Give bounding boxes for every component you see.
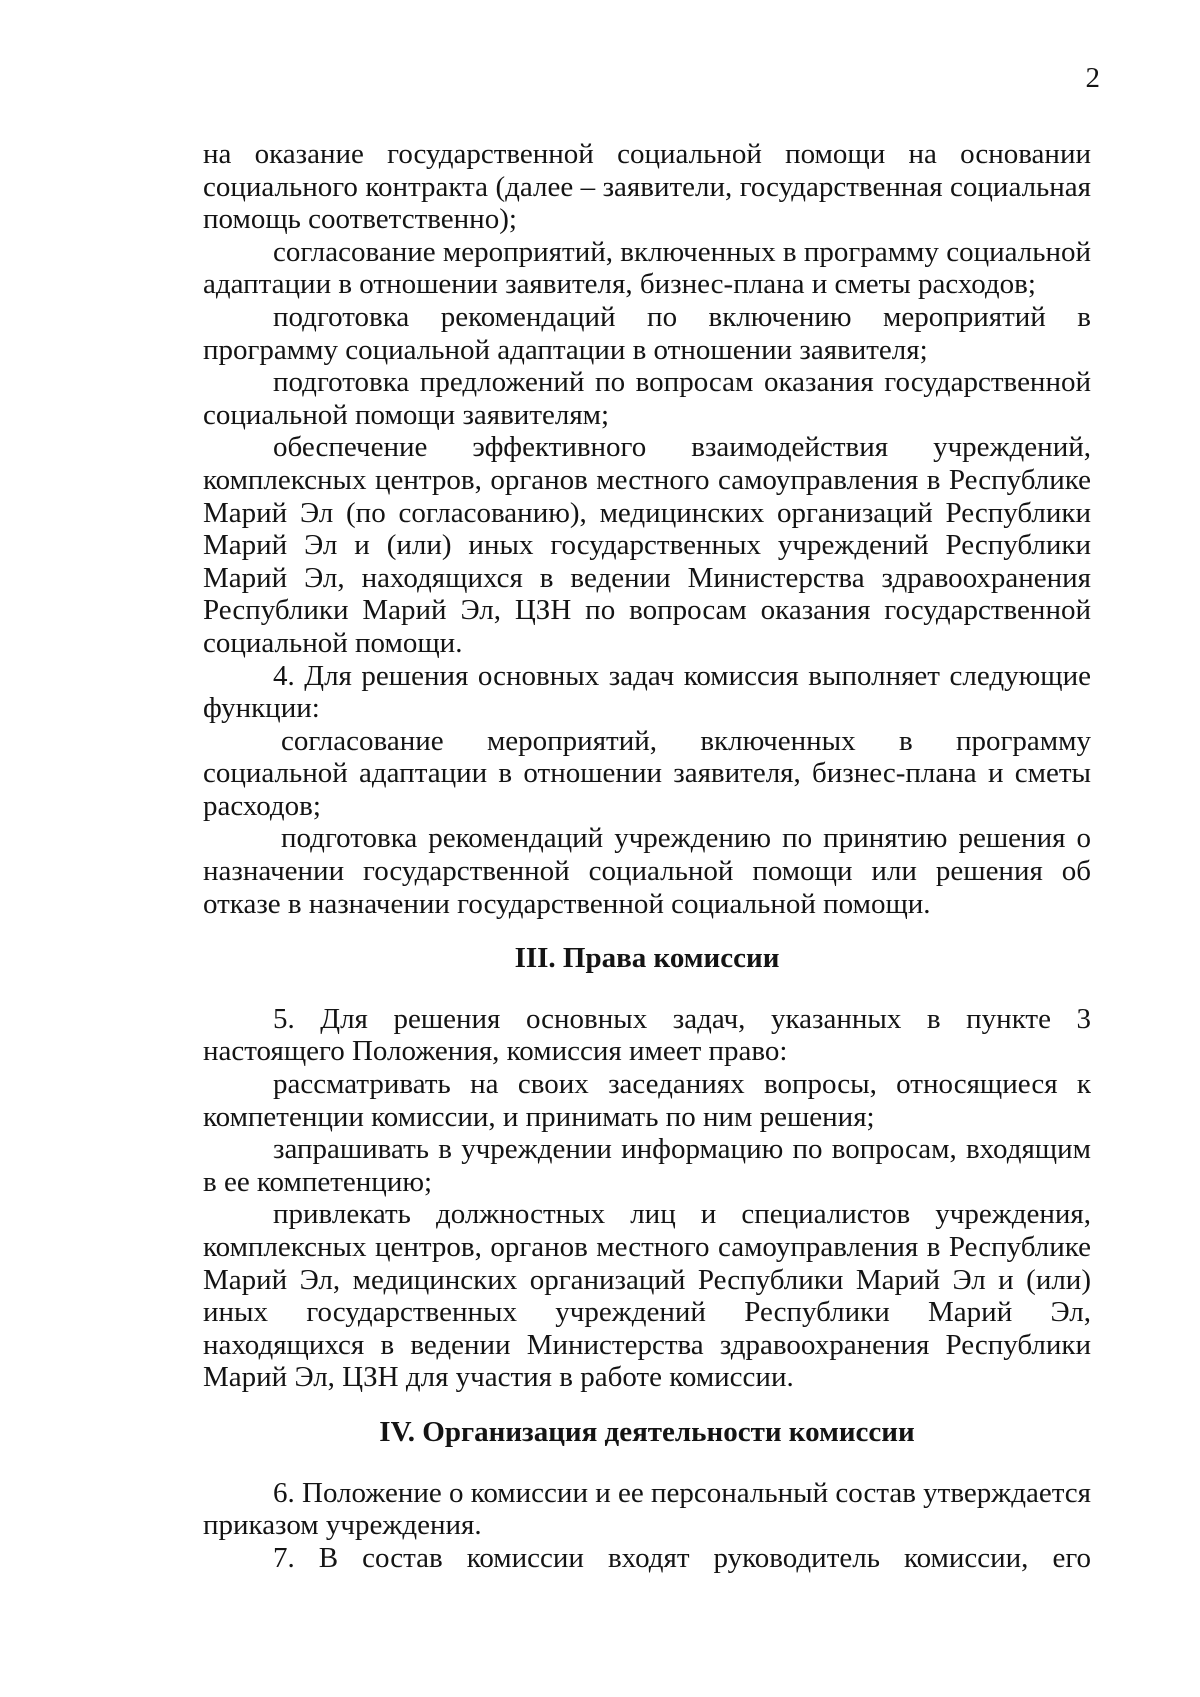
paragraph-task-approval: согласование мероприятий, включенных в программу социальной адаптации в отношении заявителя, бизнес-плана и сметы расходов; [203, 235, 1091, 301]
paragraph-right-consider: рассматривать на своих заседаниях вопросы, относящиеся к компетенции комиссии, и принимать по ним решения; [203, 1068, 1091, 1133]
paragraph-function-approval: согласование мероприятий, включенных в программу социальной адаптации в отношении заявителя, бизнес-плана и сметы расходов; [203, 724, 1091, 822]
section-spacer [203, 975, 1091, 1003]
section-4-heading: IV. Организация деятельности комиссии [379, 1415, 915, 1448]
paragraph-item-4: 4. Для решения основных задач комиссия выполняет следующие функции: [203, 659, 1091, 725]
paragraph-task-recommendations: подготовка рекомендаций по включению мероприятий в программу социальной адаптации в отношении заявителя; [203, 300, 1091, 366]
section-spacer [203, 1394, 1091, 1416]
section-3-heading: III. Права комиссии [514, 942, 780, 975]
paragraph-item-5: 5. Для решения основных задач, указанных в пункте 3 настоящего Положения, комиссия имеет право: [203, 1002, 1091, 1068]
paragraph-task-interaction: обеспечение эффективного взаимодействия учреждений, комплексных центров, органов местного самоуправления в Республике Марий Эл (по согласованию), медицинских организаций Республики Марий Эл и (или) иных государственных учреждений Республики Марий Эл, находящихся в ведении Министерства здравоохранения Республики Марий Эл, ЦЗН по вопросам оказания государственной социальной помощи. [203, 431, 1091, 659]
paragraph-item-7: 7. В состав комиссии входят руководитель комиссии, его [273, 1541, 1091, 1574]
paragraph-function-recommendations: подготовка рекомендаций учреждению по принятию решения о назначении государственной социальной помощи или решения об отказе в назначении государственной социальной помощи. [203, 822, 1091, 920]
section-spacer [203, 920, 1091, 942]
document-body [203, 138, 1091, 1574]
paragraph-right-request: запрашивать в учреждении информацию по вопросам, входящим в ее компетенцию; [203, 1133, 1091, 1198]
section-spacer [203, 1449, 1091, 1477]
paragraph-task-proposals: подготовка предложений по вопросам оказания государственной социальной помощи заявителям; [203, 366, 1091, 431]
paragraph-item-6: 6. Положение о комиссии и ее персональный состав утверждается приказом учреждения. [203, 1476, 1092, 1542]
paragraph-right-involve: привлекать должностных лиц и специалистов учреждения, комплексных центров, органов местного самоуправления в Республике Марий Эл, медицинских организаций Республики Марий Эл и (или) иных государственных учреждений Республики Марий Эл, находящихся в ведении Министерства здравоохранения Республики Марий Эл, ЦЗН для участия в работе комиссии. [203, 1198, 1091, 1394]
page-number: 2 [1085, 62, 1100, 94]
paragraph-continuation: на оказание государственной социальной помощи на основании социального контракта (далее – заявители, государственная социальная помощь соответственно); [203, 138, 1091, 236]
